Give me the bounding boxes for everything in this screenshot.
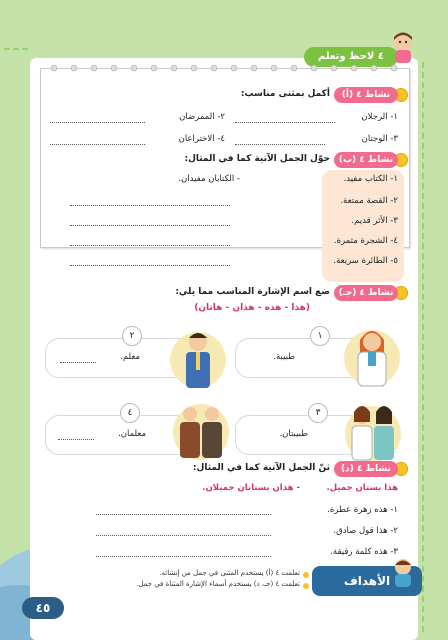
answer-line[interactable] <box>96 556 271 557</box>
activity-b-item-3: ٣- الأثر قديم. <box>351 216 398 226</box>
card-text: طبيبتان. <box>279 429 308 439</box>
activity-a-instruction: أكمل بمثنى مناسب: <box>240 89 330 99</box>
activity-b-instruction: حوّل الجمل الآتية كما في المثال: <box>184 154 330 164</box>
two-doctors-icon <box>340 392 406 464</box>
page-number: ٤٥ <box>22 597 64 619</box>
card-number: ١ <box>310 326 330 346</box>
dashed-divider <box>422 62 424 632</box>
bullet-icon <box>303 583 309 589</box>
activity-a-item-4: ٤- الاختراعان <box>178 134 225 144</box>
answer-line[interactable] <box>58 439 94 440</box>
answer-line[interactable] <box>70 205 230 206</box>
activity-d-instruction: ثنّ الجمل الآتية كما في المثال: <box>192 463 330 473</box>
answer-line[interactable] <box>96 535 271 536</box>
goal-line: تعلمت ٤ (جـ، د) يستخدم أسماء الإشارة المثناة في جمل. <box>136 580 300 588</box>
boy-mascot-icon <box>388 556 418 588</box>
activity-d-banner: نشاط ٤ (د) <box>334 461 398 477</box>
activity-c-banner: نشاط ٤ (جـ) <box>334 285 398 301</box>
answer-line[interactable] <box>60 362 96 363</box>
mascot-icon <box>388 30 418 64</box>
card-number: ٢ <box>122 326 142 346</box>
card-number: ٣ <box>308 403 328 423</box>
answer-line[interactable] <box>70 245 230 246</box>
activity-b-item-5: ٥- الطائرة سريعة. <box>333 256 398 266</box>
answer-line[interactable] <box>70 265 230 266</box>
activity-b-example: - الكتابان مفيدان. <box>178 174 240 184</box>
activity-d-item-3: ٣- هذه كلمة رقيقة. <box>330 547 398 557</box>
goals-title: الأهداف <box>343 574 391 588</box>
answer-line[interactable] <box>50 122 145 123</box>
activity-b-banner: نشاط ٤ (ب) <box>334 152 398 168</box>
answer-line[interactable] <box>50 144 145 145</box>
card-number: ٤ <box>120 403 140 423</box>
card-text: طبيبة. <box>273 352 295 362</box>
bullet-icon <box>303 572 309 578</box>
teacher-man-icon <box>166 322 230 390</box>
activity-a-item-3: ٣- الوجتان <box>361 134 398 144</box>
answer-line[interactable] <box>235 144 325 145</box>
activity-c-choices: (هذا - هذه - هذان - هاتان) <box>194 303 310 313</box>
dashed-rule <box>4 48 28 50</box>
section-title: ٤ لاحظ وتعلم <box>304 47 398 67</box>
activity-c-instruction: ضع اسم الإشارة المناسب مما يلي: <box>175 287 330 297</box>
answer-line[interactable] <box>96 514 271 515</box>
activity-b-item-1: ١- الكتاب مفيد. <box>343 174 398 184</box>
activity-d-example: هذا بستان جميل. <box>326 483 398 493</box>
activity-b-item-2: ٢- القصة ممتعة. <box>340 196 398 206</box>
activity-d-example-answer: - هذان بستانان جميلان. <box>202 483 300 493</box>
spiral-binding-icon <box>48 63 402 73</box>
answer-line[interactable] <box>70 225 230 226</box>
activity-a-item-2: ٢- الممرضان <box>179 112 225 122</box>
card-text: معلم. <box>120 352 140 362</box>
activity-d-item-1: ١- هذه زهرة عطرة. <box>327 505 398 515</box>
activity-b-item-4: ٤- الشجرة مثمرة. <box>333 236 398 246</box>
activity-a-banner: نشاط ٤ (أ) <box>334 87 398 103</box>
activity-a-item-1: ١- الرجلان <box>361 112 398 122</box>
two-teachers-icon <box>166 392 236 462</box>
card-text: معلمان. <box>118 429 146 439</box>
goal-line: تعلمت ٤ (أ) يستخدم المثنى في جمل من إنشائه. <box>159 569 300 577</box>
answer-line[interactable] <box>235 122 335 123</box>
doctor-woman-icon <box>340 318 404 388</box>
activity-d-item-2: ٢- هذا قول صادق. <box>333 526 398 536</box>
